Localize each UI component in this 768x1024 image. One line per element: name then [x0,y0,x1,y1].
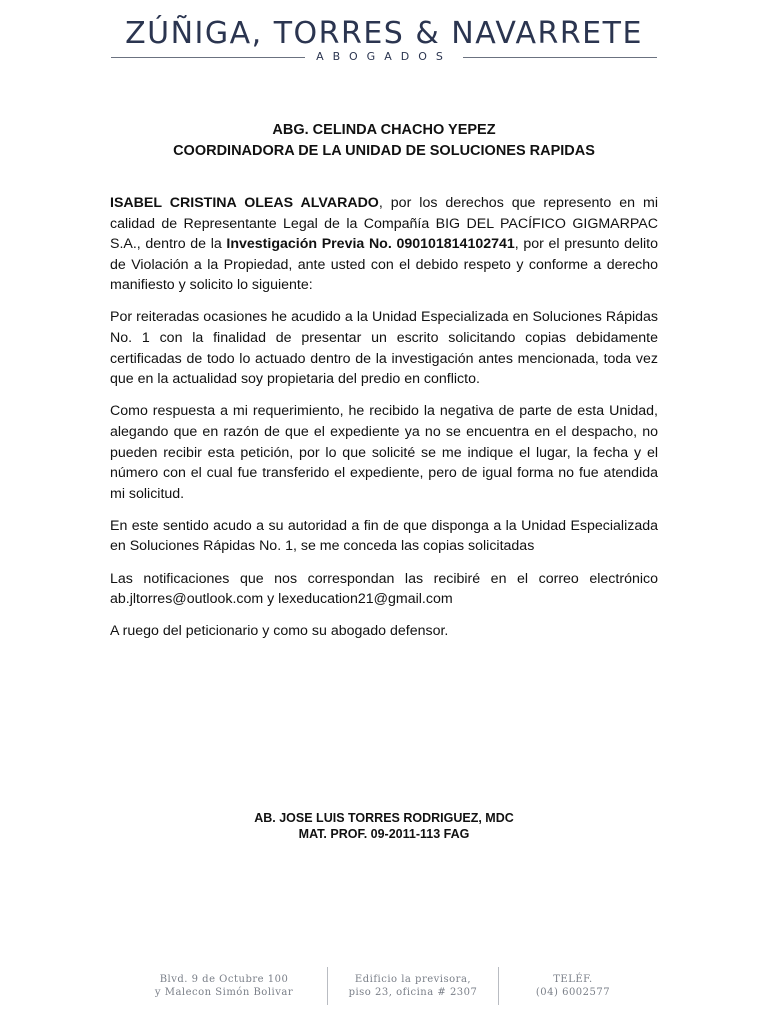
addressee-block [0,120,768,162]
footer-building-line-1: Edificio la previsora, [354,974,472,985]
investigation-reference: Investigación Previa No. 090101814102741 [226,236,515,253]
addressee-name: ABG. CELINDA CHACHO YEPEZ [272,122,496,138]
letterhead-rule-left [111,57,305,58]
footer-phone-label: TELÉF. [553,974,593,985]
footer-building [347,973,479,999]
paragraph-4: En este sentido acudo a su autoridad a fin de que disponga a la Unidad Especializada en Soluciones Rápidas No. 1, se me conceda las copias solicitadas [110,517,658,555]
letterhead-rule-right [463,57,657,58]
letterhead [0,16,768,64]
footer-building-line-2: piso 23, oficina # 2307 [348,987,478,998]
paragraph-2: Por reiteradas ocasiones he acudido a la Unidad Especializada en Soluciones Rápidas No. 1 con la finalidad de presentar un escrito solicitando copias debidamente certificadas de todo lo actuado dentro de la investigación antes mencionada, toda vez que en la actualidad soy propietaria del predio en conflicto. [110,309,658,388]
paragraph-6: A ruego del peticionario y como su abogado defensor. [110,623,449,640]
paragraph-1-text-b: , por el presunto delito de Violación a la Propiedad, ante usted con el debido respeto y conforme a derecho manifiesto y solicito lo siguiente: [110,236,658,294]
footer-address [140,973,308,999]
footer-address-line-1: Blvd. 9 de Octubre 100 [159,974,289,985]
footer-divider [327,967,328,1005]
signature-block [0,810,768,842]
footer-phone-number: (04) 6002577 [535,987,611,998]
paragraph-1-text-a: , por los derechos que represento en mi calidad de Representante Legal de la Compañía BIG DEL PACÍFICO GIGMARPAC S.A., dentro de la [110,195,658,253]
paragraph-3: Como respuesta a mi requerimiento, he recibido la negativa de parte de esta Unidad, alegando que en razón de que el expediente ya no se encuentra en el despacho, no pueden recibir esta petición, por lo que solicité se me indique el lugar, la fecha y el número con el cual fue transferido el expediente, pero de igual forma no fue atendida mi solicitud. [110,403,658,502]
signatory-name: AB. JOSE LUIS TORRES RODRIGUEZ, MDC [254,811,514,825]
letter-body [110,193,658,653]
petitioner-name: ISABEL CRISTINA OLEAS ALVARADO [110,195,379,211]
firm-subtitle-row [111,52,657,64]
paragraph-5: Las notificaciones que nos correspondan las recibiré en el correo electrónico ab.jltorres@outlook.com y lexeducation21@gmail.com [110,570,658,608]
firm-name: ZÚÑIGA, TORRES & NAVARRETE [125,16,643,51]
paragraph-1 [110,193,658,296]
signatory-license: MAT. PROF. 09-2011-113 FAG [298,827,470,841]
footer-phone [518,973,628,999]
firm-subtitle: ABOGADOS [316,50,452,63]
footer-address-line-2: y Malecon Simón Bolivar [154,987,294,998]
footer-divider [498,967,499,1005]
footer [140,968,628,1004]
addressee-title: COORDINADORA DE LA UNIDAD DE SOLUCIONES RAPIDAS [173,143,595,159]
